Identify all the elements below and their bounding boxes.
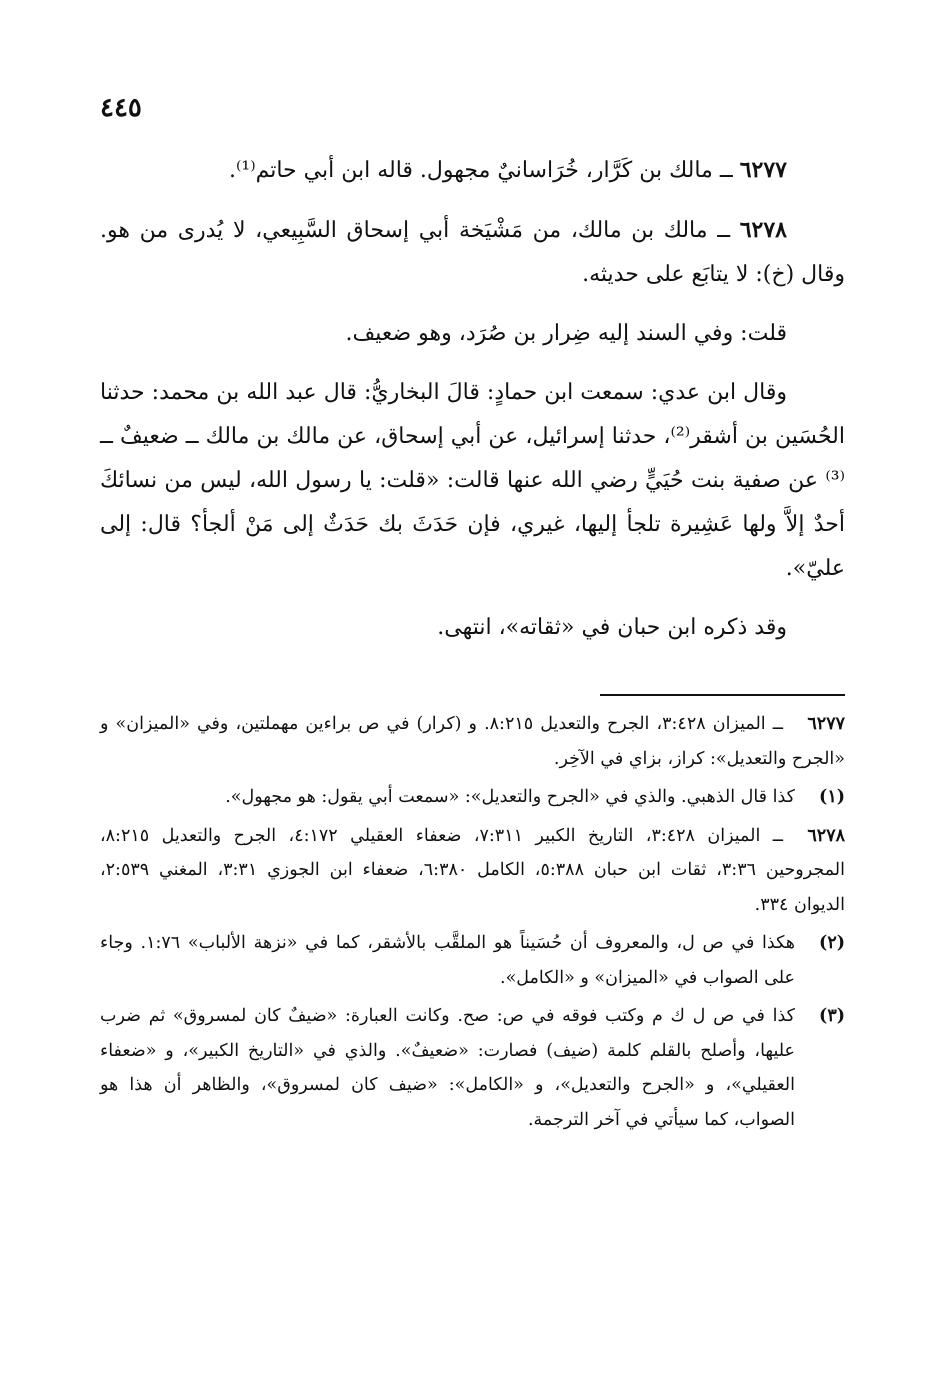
main-text xyxy=(100,148,845,665)
footnote-text: هكذا في ص ل، والمعروف أن حُسَيناً هو الملقَّب بالأشقر، كما في «نزهة الألباب» ١:٧٦. وجاء على الصواب في «الميزان» و «الكامل». xyxy=(100,933,795,988)
footnote-marker: (٣) xyxy=(819,1006,845,1026)
footnote-text: ــ الميزان ٣:٤٢٨، الجرح والتعديل ٨:٢١٥. و (كرار) في ص براءين مهملتين، وفي «الميزان» و «الجرح والتعديل»: كراز، بزاي في الآخِر. xyxy=(100,714,845,769)
paragraph-ibn-hibban: وقد ذكره ابن حبان في «ثقاته»، انتهى. xyxy=(437,615,787,640)
footnote-divider xyxy=(600,694,845,696)
footnote-3 xyxy=(100,999,845,1137)
entry-text: ــ مالك بن كَرَّار، خُرَاسانيٌ مجهول. قاله ابن أبي حاتم⁽¹⁾. xyxy=(228,158,740,183)
footnote-entry-6277: ٦٢٧٧ ــ الميزان ٣:٤٢٨، الجرح والتعديل ٨:٢١٥. و (كرار) في ص براءين مهملتين، وفي «الميزان» و «الجرح والتعديل»: كراز، بزاي في الآخِر. xyxy=(100,707,845,776)
entry-text: ــ مالك بن مالك، من مَشْيَخة أبي إسحاق السَّبِيعي، لا يُدرى من هو. وقال (خ): لا يتابَع على حديثه. xyxy=(100,218,845,287)
footnote-text: ــ الميزان ٣:٤٢٨، التاريخ الكبير ٧:٣١١، ضعفاء العقيلي ٤:١٧٢، الجرح والتعديل ٨:٢١٥، المجروحين ٣:٣٦، ثقات ابن حبان ٥:٣٨٨، الكامل ٦:٣٨٠، ضعفاء ابن الجوزي ٣:٣١، المغني ٢:٥٣٩، الديوان ٣٣٤. xyxy=(100,825,846,915)
book-page xyxy=(100,90,845,1350)
footnote-1 xyxy=(100,780,845,815)
paragraph-note: قلت: وفي السند إليه ضِرار بن صُرَد، وهو ضعيف. xyxy=(345,321,787,346)
footnote-marker: (١) xyxy=(819,787,845,807)
footnote-text: كذا في ص ل ك م وكتب فوقه في ص: صح. وكانت العبارة: «ضيفٌ كان لمسروق» ثم ضرب عليها، وأصلح بالقلم كلمة (ضيف) فصارت: «ضعيفٌ». والذي في «التاريخ الكبير»، و «ضعفاء العقيلي»، و «الجرح والتعديل»، و «الكامل»: «ضيف كان لمسروق»، والظاهر أن هذا هو الصواب، كما سيأتي في آخر الترجمة. xyxy=(100,1006,795,1130)
entry-6277 xyxy=(100,148,845,193)
page-number: ٤٤٥ xyxy=(100,93,142,123)
footnote-text: كذا قال الذهبي. والذي في «الجرح والتعديل»: «سمعت أبي يقول: هو مجهول». xyxy=(225,787,795,807)
footnotes xyxy=(100,707,845,1141)
entry-number: ٦٢٧٧ xyxy=(739,157,787,183)
footnote-2 xyxy=(100,926,845,995)
paragraph-narration: وقال ابن عدي: سمعت ابن حمادٍ: قالَ البخاريُّ: قال عبد الله بن محمد: حدثنا الحُسَين بن أشقر⁽²⁾، حدثنا إسرائيل، عن أبي إسحاق، عن مالك بن مالك ــ ضعيفٌ ــ ⁽³⁾ عن صفية بنت حُيَيٍّ رضي الله عنها قالت: «قلت: يا رسول الله، ليس من نسائكَ أحدٌ إلاَّ ولها عَشِيرة تلجأ إليها، غيري، فإن حَدَثَ بك حَدَثٌ إلى مَنْ ألجأ؟ قال: إلى عليّ». xyxy=(100,380,845,581)
entry-6278 xyxy=(100,208,845,297)
footnote-entry-6278: ٦٢٧٨ ــ الميزان ٣:٤٢٨، التاريخ الكبير ٧:٣١١، ضعفاء العقيلي ٤:١٧٢، الجرح والتعديل ٨:٢١٥، المجروحين ٣:٣٦، ثقات ابن حبان ٥:٣٨٨، الكامل ٦:٣٨٠، ضعفاء ابن الجوزي ٣:٣١، المغني ٢:٥٣٩، الديوان ٣٣٤. xyxy=(100,819,845,923)
footnote-marker: (٢) xyxy=(819,933,845,953)
entry-number: ٦٢٧٨ xyxy=(739,217,787,243)
